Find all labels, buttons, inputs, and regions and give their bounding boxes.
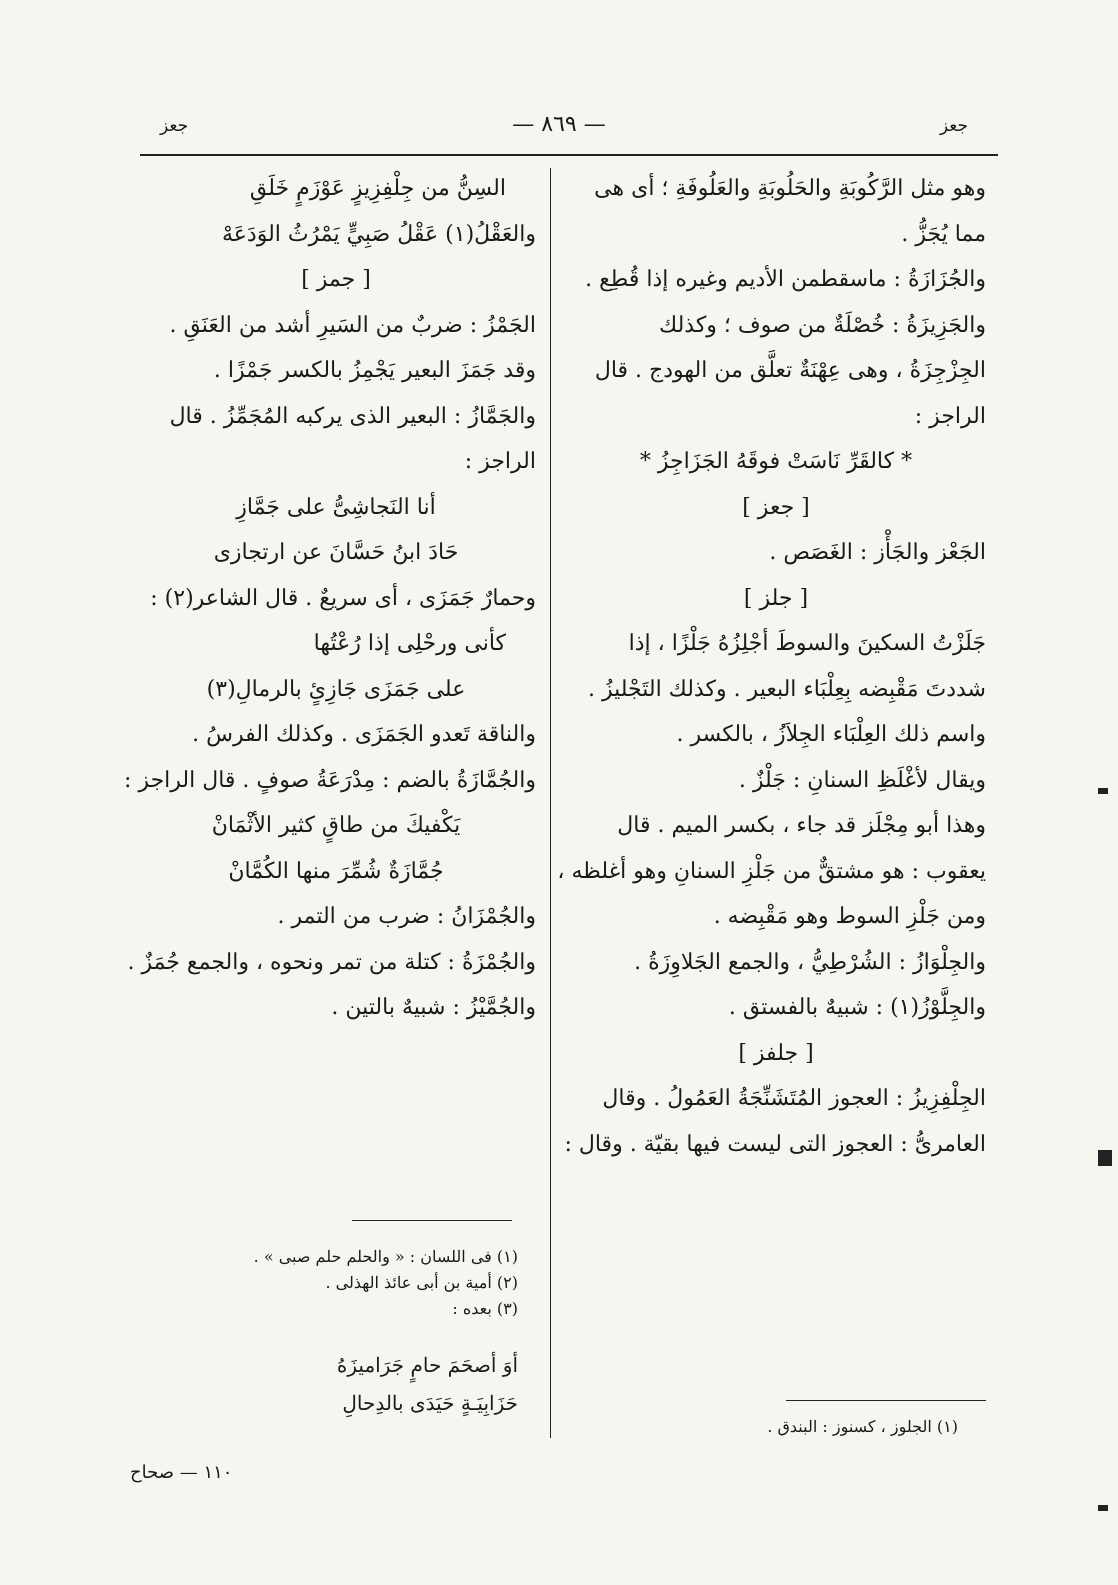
left-column-line: أنا النَجاشِىُّ على جَمَّازِ [236,494,436,520]
left-column [124,166,536,1031]
left-footnote-rule [352,1220,512,1221]
right-column-line: يعقوب : هو مشتقٌّ من جَلْزِ السنانِ وهو أغلظه ، [557,858,986,884]
left-column-line: وقد جَمَزَ البعير يَجْمِزُ بالكسر جَمْزًا . [213,358,536,383]
page-number: — ٨٦٩ — [512,112,606,137]
left-column-line: جُمَّازَةٌ شُمِّرَ منها الكُمَّانْ [228,858,444,884]
left-column-line: والجُمَّيْزُ : شبيهٌ بالتين . [331,995,536,1020]
right-column [557,166,986,1167]
right-column-line: واسم ذلك العِلْبَاء الجِلاَزُ ، بالكسر . [676,722,986,747]
footnote: (٣) بعده : [452,1299,518,1318]
right-column-line: ويقال لأغْلَظِ السنانِ : جَلْزٌ . [738,767,986,793]
header-left-word: جعز [160,116,189,136]
footnote: (١) الجلوز ، كسنوز : البندق . [767,1417,958,1436]
left-column-line: الجَمْزُ : ضربٌ من السَيرِ أشد من العَنَقِ . [169,312,536,338]
right-column-line: [ جعز ] [742,494,810,520]
left-column-line: يَكْفيكَ من طاقٍ كثير الأثْمَانْ [211,813,461,838]
footnote: (١) فى اللسان : « والحلم حلم صبى » . [253,1247,518,1266]
left-column-line: والجُمْزَةُ : كتلة من تمر ونحوه ، والجمع جُمَزٌ . [127,949,536,975]
right-column-line: وهو مثل الرَّكُوبَةِ والحَلُوبَةِ والعَلُوفَةِ ؛ أى هى [594,176,986,201]
left-column-line: والجُمَّازَةُ بالضم : مِدْرَعَةُ صوفٍ . قال الراجز : [124,767,536,793]
right-column-line: والجَزِيزَةُ : خُصْلَةٌ من صوف ؛ وكذلك [659,312,986,338]
right-column-line: ومن جَلْزِ السوط وهو مَقْبِضه . [713,904,986,929]
left-footnote-verses [138,1346,518,1422]
right-column-line: الجِلْفِزِيزُ : العجوز المُتَشَنِّجَةُ العَمُولُ . وقال [602,1086,986,1111]
margin-mark [1098,788,1108,794]
margin-mark [1098,1150,1112,1166]
left-column-line: حَادَ ابنُ حَسَّانَ عن ارتجازى [213,540,459,565]
footnote-verse: أوَ أصحَمَ حامٍ جَرَاميزَهُ [336,1353,518,1377]
right-column-line: * كالقَرِّ نَاسَتْ فوقَهُ الجَزَاجِزُ * [639,449,913,474]
footnote-verse: حَزَابِيَـةٍ حَيَدَى بالدِحالِ [342,1391,518,1415]
right-column-line: الراجز : [914,403,986,429]
left-column-line: والجُمْزَانُ : ضرب من التمر . [277,904,536,929]
right-column-line: جَلَزْتُ السكينَ والسوطَ أجْلِزُهُ جَلْزًا ، إذا [628,631,986,656]
left-column-line: والعَقْلُ(١) عَقْلُ صَبِيٍّ يَمْرُثُ الوَدَعَهْ [222,221,536,247]
footnote: (٢) أمية بن أبى عائذ الهذلى . [325,1273,518,1292]
left-column-line: والجَمَّازُ : البعير الذى يركبه المُجَمِّزُ . قال [169,403,536,429]
right-column-line: والجُزَازَةُ : ماسقطمن الأديم وغيره إذا قُطِع . [585,267,986,292]
left-column-line: [ جمز ] [301,267,371,292]
left-column-line: الراجز : [464,449,536,474]
header-rule [140,154,998,156]
column-divider [550,168,551,1438]
left-column-line: كأنى ورحْلِى إذا رُعْتُها [313,631,506,656]
right-column-line: الجِزْجِزَةُ ، وهى عِهْنَةٌ تعلَّق من الهودج . قال [594,358,986,383]
header-right-word: جعز [939,116,968,136]
margin-mark [1098,1505,1108,1511]
right-column-line: والجِلْوَازُ : الشُرْطِيُّ ، والجمع الجَلاوِزَةُ . [634,949,986,975]
left-column-line: والناقة تَعدو الجَمَزَى . وكذلك الفرسُ . [192,722,536,747]
right-column-line: مما يُجَزُّ . [901,221,986,247]
right-column-line: [ جلز ] [743,585,809,611]
right-footnotes [558,1414,958,1440]
right-footnote-rule [786,1400,986,1401]
right-column-line: والجِلَّوْزُ(١) : شبيهٌ بالفستق . [728,995,986,1020]
left-footnotes [138,1244,518,1322]
right-column-line: وهذا أبو مِجْلَز قد جاء ، بكسر الميم . قال [617,813,986,838]
right-column-line: [ جلفز ] [738,1040,814,1066]
right-column-line: العامرىُّ : العجوز التى ليست فيها بقيّة . وقال : [564,1131,986,1157]
right-column-line: شددتَ مَقْبِضه بِعِلْبَاء البعير . وكذلك التَجْليزُ . [587,676,986,702]
right-column-line: الجَعْز والجَأْز : الغَصَص . [769,540,986,565]
left-column-line: السِنُّ من جِلْفِزِيزٍ عَوْزَمٍ خَلَقِ [249,176,506,201]
left-column-line: وحمارٌ جَمَزَى ، أى سريعٌ . قال الشاعر(٢) : [150,585,536,611]
left-column-line: على جَمَزَى جَازِئٍ بالرمالِ(٣) [206,676,466,702]
page-footer: ١١٠ — صحاح [130,1462,233,1483]
